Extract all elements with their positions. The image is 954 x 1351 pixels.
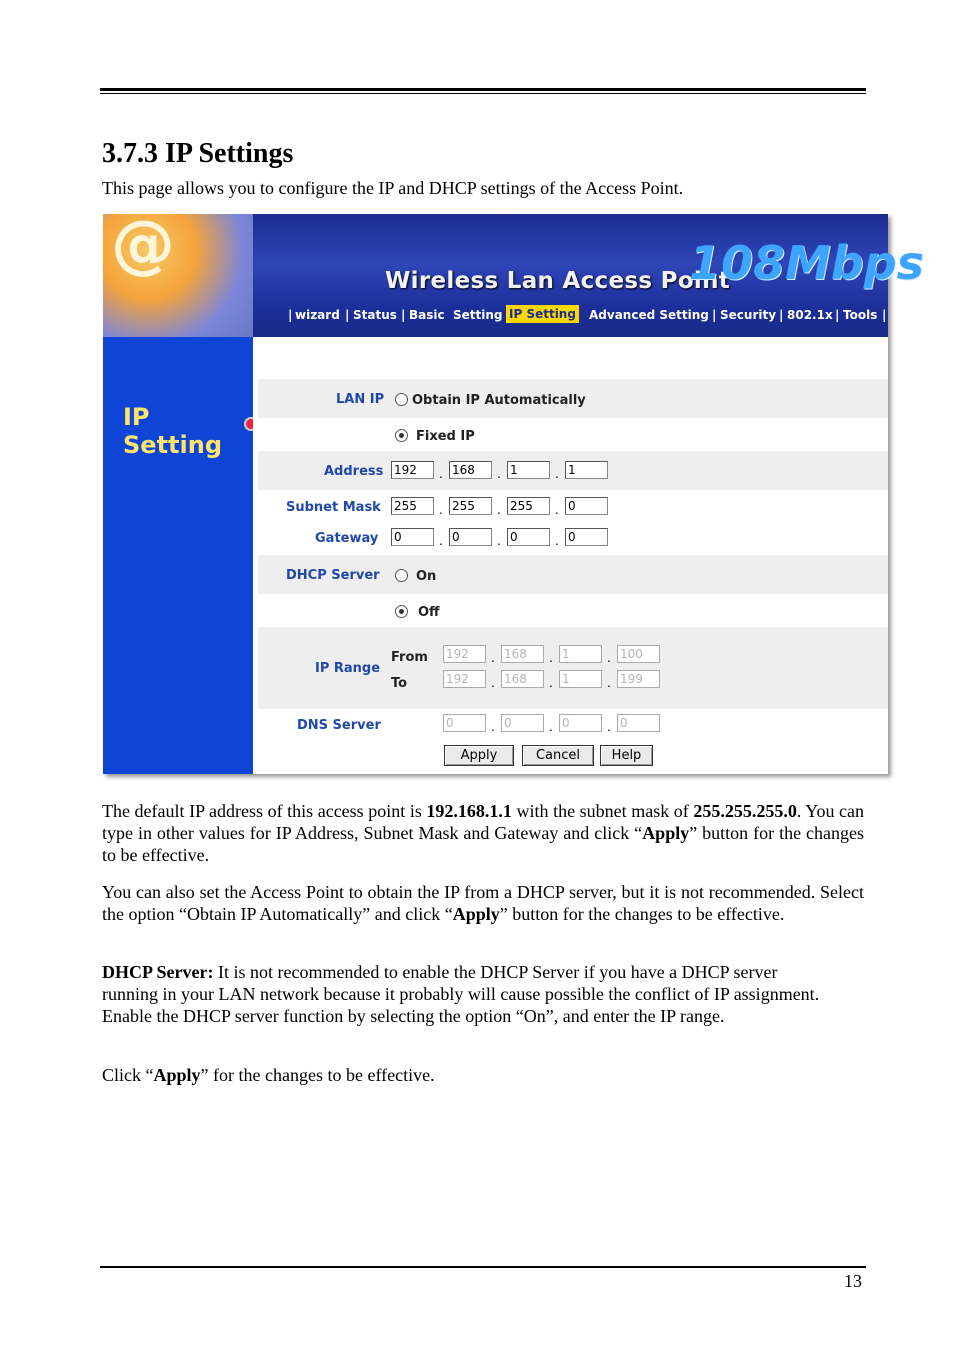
dhcp-server-term: DHCP Server: bbox=[102, 962, 214, 982]
ip-range-label: IP Range bbox=[315, 661, 381, 676]
nav-separator: | bbox=[288, 308, 293, 322]
default-ip-value: 192.168.1.1 bbox=[426, 801, 512, 821]
subnet-octet-2[interactable]: 255 bbox=[449, 497, 492, 515]
banner-title: Wireless Lan Access Point bbox=[385, 268, 731, 294]
obtain-ip-label: Obtain IP Automatically bbox=[412, 393, 586, 408]
gateway-octet-2[interactable]: 0 bbox=[449, 528, 492, 546]
ip-separator: . bbox=[497, 534, 501, 548]
ip-separator: . bbox=[491, 720, 495, 734]
ip-separator: . bbox=[607, 676, 611, 690]
range-from-octet-4[interactable]: 100 bbox=[617, 645, 660, 663]
p1-text: ” button for the changes to be effective. bbox=[102, 823, 864, 865]
apply-term: Apply bbox=[153, 1065, 201, 1085]
dhcp-on-radio[interactable] bbox=[395, 569, 408, 582]
nav-ip-setting[interactable]: IP Setting bbox=[506, 305, 579, 323]
ip-setting-screenshot bbox=[103, 208, 925, 774]
gateway-octet-3[interactable]: 0 bbox=[507, 528, 550, 546]
nav-separator: | bbox=[712, 308, 717, 322]
settings-form bbox=[253, 337, 888, 774]
nav-status[interactable]: Status bbox=[353, 308, 397, 322]
subnet-octet-4[interactable]: 0 bbox=[565, 497, 608, 515]
at-sign-icon: @ bbox=[111, 208, 175, 282]
range-from-octet-2[interactable]: 168 bbox=[501, 645, 544, 663]
nav-separator: | bbox=[401, 308, 406, 322]
ip-separator: . bbox=[497, 467, 501, 481]
p3-text: It is not recommended to enable the DHCP Server if you have a DHCP server running in your LAN network because it probably will cause possible the conflict of IP assignment. Enable the DHCP server function by selecting the option “On”, and enter the IP range. bbox=[102, 962, 820, 1026]
ip-separator: . bbox=[607, 720, 611, 734]
range-to-label: To bbox=[391, 676, 408, 691]
range-to-octet-3[interactable]: 1 bbox=[559, 670, 602, 688]
sidebar bbox=[103, 337, 253, 774]
ip-separator: . bbox=[555, 503, 559, 517]
header-rule bbox=[100, 88, 866, 91]
subnet-octet-1[interactable]: 255 bbox=[391, 497, 434, 515]
p1-text: with the subnet mask of bbox=[511, 801, 694, 821]
dhcp-server-label: DHCP Server bbox=[286, 568, 380, 583]
p2-text: ” button for the changes to be effective. bbox=[499, 904, 785, 924]
p1-text: . You can type in other values for IP Address, Subnet Mask and Gateway and click “ bbox=[102, 801, 864, 843]
banner-speed-logo: 108Mbps bbox=[689, 236, 925, 290]
range-from-octet-3[interactable]: 1 bbox=[559, 645, 602, 663]
gateway-label: Gateway bbox=[315, 531, 379, 546]
paragraph-default-ip bbox=[102, 800, 864, 866]
gateway-octet-1[interactable]: 0 bbox=[391, 528, 434, 546]
paragraph-dhcp-client bbox=[102, 881, 864, 925]
ip-separator: . bbox=[439, 534, 443, 548]
ip-separator: . bbox=[549, 651, 553, 665]
address-octet-1[interactable]: 192 bbox=[391, 461, 434, 479]
range-from-octet-1[interactable]: 192 bbox=[443, 645, 486, 663]
page-number: 13 bbox=[844, 1271, 862, 1291]
footer-rule bbox=[100, 1266, 866, 1268]
section-heading: 3.7.3 IP Settings bbox=[102, 138, 294, 169]
nav-tools[interactable]: Tools bbox=[843, 308, 878, 322]
dns-octet-3[interactable]: 0 bbox=[559, 714, 602, 732]
dhcp-off-label: Off bbox=[418, 605, 440, 620]
dns-octet-4[interactable]: 0 bbox=[617, 714, 660, 732]
ip-separator: . bbox=[549, 676, 553, 690]
ip-separator: . bbox=[439, 503, 443, 517]
logo-graphic bbox=[103, 208, 253, 337]
ip-separator: . bbox=[549, 720, 553, 734]
default-mask-value: 255.255.255.0 bbox=[693, 801, 797, 821]
fixed-ip-radio[interactable] bbox=[395, 429, 408, 442]
ip-separator: . bbox=[497, 503, 501, 517]
nav-wizard[interactable]: wizard bbox=[295, 308, 340, 322]
fixed-ip-label: Fixed IP bbox=[416, 429, 475, 444]
ip-separator: . bbox=[439, 467, 443, 481]
ip-separator: . bbox=[555, 467, 559, 481]
nav-separator: | bbox=[779, 308, 784, 322]
apply-term: Apply bbox=[642, 823, 690, 843]
p1-text: The default IP address of this access point is bbox=[102, 801, 427, 821]
nav-separator: | bbox=[882, 308, 887, 322]
dhcp-on-label: On bbox=[416, 569, 437, 584]
address-octet-2[interactable]: 168 bbox=[449, 461, 492, 479]
dhcp-off-radio[interactable] bbox=[395, 605, 408, 618]
range-from-label: From bbox=[391, 650, 428, 665]
gateway-octet-4[interactable]: 0 bbox=[565, 528, 608, 546]
dns-server-label: DNS Server bbox=[297, 718, 381, 733]
p2-text: You can also set the Access Point to obtain the IP from a DHCP server, but it is not recommended. Select the option “Obtain IP Automatically” and click “ bbox=[102, 882, 864, 924]
address-octet-4[interactable]: 1 bbox=[565, 461, 608, 479]
p4-text: Click “ bbox=[102, 1065, 154, 1085]
range-to-octet-1[interactable]: 192 bbox=[443, 670, 486, 688]
nav-advanced-setting[interactable]: Advanced Setting bbox=[589, 308, 709, 322]
nav-security[interactable]: Security bbox=[720, 308, 777, 322]
apply-term: Apply bbox=[452, 904, 500, 924]
ip-separator: . bbox=[491, 676, 495, 690]
lan-ip-label: LAN IP bbox=[336, 392, 385, 407]
address-octet-3[interactable]: 1 bbox=[507, 461, 550, 479]
ip-separator: . bbox=[555, 534, 559, 548]
nav-8021x[interactable]: 802.1x bbox=[787, 308, 833, 322]
intro-text: This page allows you to configure the IP and DHCP settings of the Access Point. bbox=[102, 178, 684, 198]
dns-octet-1[interactable]: 0 bbox=[443, 714, 486, 732]
range-to-octet-2[interactable]: 168 bbox=[501, 670, 544, 688]
subnet-octet-3[interactable]: 255 bbox=[507, 497, 550, 515]
nav-separator: | bbox=[345, 308, 350, 322]
ip-separator: . bbox=[607, 651, 611, 665]
nav-basic-setting[interactable]: Basic Setting bbox=[409, 308, 503, 322]
range-to-octet-4[interactable]: 199 bbox=[617, 670, 660, 688]
dns-octet-2[interactable]: 0 bbox=[501, 714, 544, 732]
paragraph-dhcp-server bbox=[102, 961, 830, 1027]
paragraph-click-apply bbox=[102, 1064, 864, 1086]
nav-separator: | bbox=[835, 308, 840, 322]
ip-separator: . bbox=[491, 651, 495, 665]
address-label: Address bbox=[324, 464, 384, 479]
help-button[interactable]: Help bbox=[600, 745, 653, 766]
nav-bar bbox=[253, 304, 888, 328]
obtain-ip-radio[interactable] bbox=[395, 393, 408, 406]
sidebar-title: IP Setting bbox=[123, 403, 222, 459]
p4-text: ” for the changes to be effective. bbox=[200, 1065, 435, 1085]
subnet-mask-label: Subnet Mask bbox=[286, 500, 381, 515]
apply-button[interactable]: Apply bbox=[444, 745, 514, 766]
header-rule-thin bbox=[100, 93, 866, 94]
cancel-button[interactable]: Cancel bbox=[522, 745, 594, 766]
